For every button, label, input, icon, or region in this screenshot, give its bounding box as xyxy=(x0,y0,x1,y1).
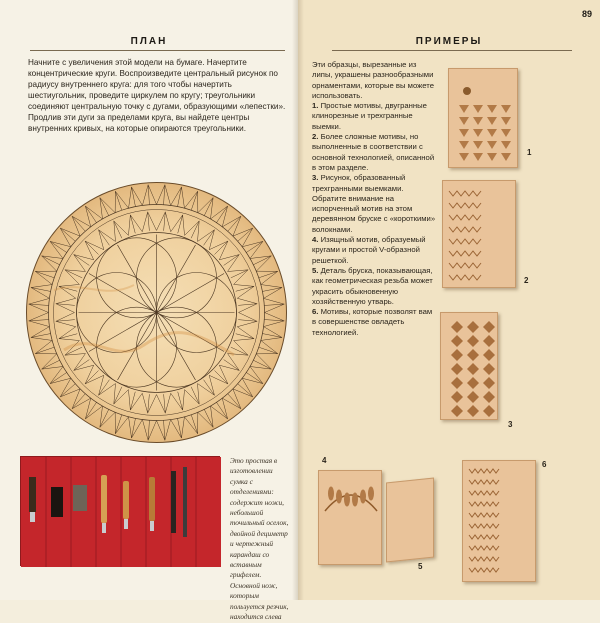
example-item-text: Более сложные мотивы, но выполненные в соответствии с основной технологией, описанной в этом разделе. xyxy=(312,132,435,172)
example-item-text: Мотивы, которые позволят вам в совершенстве овладеть технологией. xyxy=(312,307,433,337)
example-item-number: 3. xyxy=(312,173,319,183)
wood-sample-6 xyxy=(462,460,536,582)
sample-label-3: 3 xyxy=(508,420,513,429)
example-item xyxy=(312,235,436,266)
wood-sample-2 xyxy=(442,180,516,288)
wood-sample-3 xyxy=(440,312,498,420)
example-item-text: Простые мотивы, двугранные клинорезные и трехгранные выемки. xyxy=(312,101,427,131)
pencil xyxy=(171,471,176,533)
example-item-text: Изящный мотив, образуемый кругами и простой V-образной решеткой. xyxy=(312,235,426,265)
example-item xyxy=(312,266,436,307)
sample-label-1: 1 xyxy=(527,148,532,157)
page-number: 89 xyxy=(581,9,592,19)
tool-case-photo xyxy=(20,456,220,566)
examples-heading: ПРИМЕРЫ xyxy=(415,36,483,47)
example-item-number: 5. xyxy=(312,265,319,275)
sample-label-6: 6 xyxy=(542,460,547,469)
example-item-number: 2. xyxy=(312,132,319,142)
knife-handle xyxy=(123,481,129,519)
sample-2-pattern xyxy=(443,181,517,289)
example-item-text: Рисунок, образованный трехгранными выемками. Обратите внимание на испорченный мотив на этом деревянном бруске с «короткими» волокнами. xyxy=(312,173,436,234)
carved-dot xyxy=(463,87,471,95)
examples-heading-rule xyxy=(332,50,572,51)
plan-instructions: Начните с увеличения этой модели на бумаге. Начертите концентрические круги. Воспроизведите центральный рисунок по радиусу внутреннего круга: для того чтобы начертить шестиугольник, проведите циркулем по кругу; треугольники соединяют центральную точку с дугами, образующими «лепестки». Продлив эти дуги за пределами круга, вы найдете центры внутренних кривых, на которые опираются треугольники. xyxy=(28,58,286,133)
examples-text xyxy=(312,60,436,338)
wood-sample-1 xyxy=(448,68,518,168)
knife-handle xyxy=(149,477,155,521)
sample-3-pattern xyxy=(441,313,499,421)
example-item-number: 6. xyxy=(312,307,319,317)
example-item xyxy=(312,173,436,235)
example-item-number: 4. xyxy=(312,235,319,245)
carved-plate-drawing xyxy=(24,180,289,445)
example-item-number: 1. xyxy=(312,101,319,111)
sample-4-pattern xyxy=(319,471,383,566)
ruler xyxy=(183,467,187,537)
knife-handle xyxy=(29,477,36,512)
examples-intro: Эти образцы, вырезанные из липы, украшены разнообразными орнаментами, которые вы можете использовать. xyxy=(312,60,435,100)
sample-1-pattern xyxy=(449,69,519,169)
example-item-text: Деталь бруска, показывающая, как геометрическая резьба может украсить обыкновенную хозяйственную утварь. xyxy=(312,265,433,306)
book-spine xyxy=(292,0,304,600)
example-item xyxy=(312,132,436,173)
tool-case-svg xyxy=(21,457,221,567)
sharpening-stone xyxy=(51,487,63,517)
tool-case-caption: Это простая в изготовлении сумка с отделениями: содержит ножи, небольшой точильный оселок, двойной дециметр и чертежный карандаш со вставным грифелем. Основной нож, которым пользуется резчик, находится слева xyxy=(230,456,289,622)
wood-sample-5 xyxy=(386,477,434,562)
sharpening-stone xyxy=(73,485,87,511)
example-item xyxy=(312,101,436,132)
knife-handle xyxy=(101,475,107,523)
sample-label-4: 4 xyxy=(322,456,327,465)
sample-6-pattern xyxy=(463,461,537,583)
plate-svg xyxy=(24,180,289,445)
wood-sample-4 xyxy=(318,470,382,565)
sample-label-5: 5 xyxy=(418,562,423,571)
sample-label-2: 2 xyxy=(524,276,529,285)
plan-heading-rule xyxy=(30,50,285,51)
example-item xyxy=(312,307,436,338)
plan-heading: ПЛАН xyxy=(130,36,168,47)
